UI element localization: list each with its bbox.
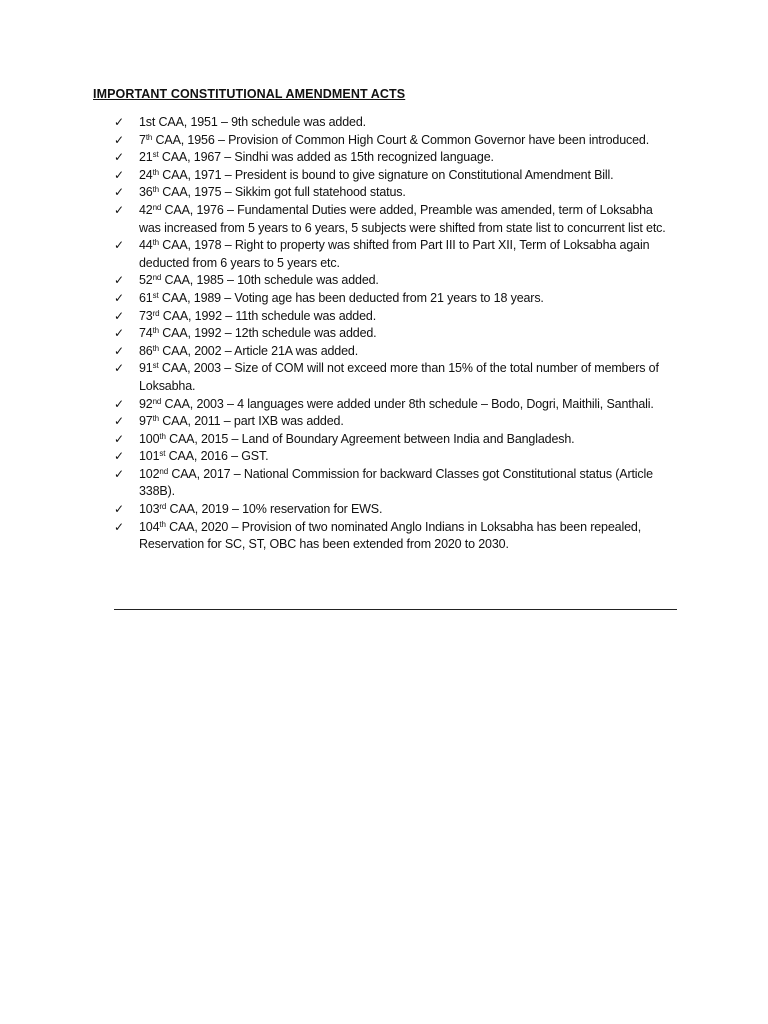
amendment-text [139, 344, 358, 358]
amendment-number: 91 [139, 361, 153, 376]
amendment-item [114, 360, 676, 395]
checkmark-icon: ✓ [114, 238, 124, 253]
document-title: IMPORTANT CONSTITUTIONAL AMENDMENT ACTS [93, 87, 406, 101]
amendment-text [139, 273, 379, 287]
amendment-description: CAA, 2020 – Provision of two nominated Anglo Indians in Loksabha has been repealed, Reservation for SC, ST, OBC has been extended from 2020 to 2030. [139, 519, 642, 552]
amendment-number: 101 [139, 449, 160, 464]
amendment-text [139, 432, 575, 446]
amendment-description: CAA, 1978 – Right to property was shifted from Part III to Part XII, Term of Loksabha again deducted from 6 years to 5 years etc. [139, 238, 650, 270]
ordinal-suffix: st [152, 290, 159, 300]
checkmark-icon: ✓ [114, 449, 124, 464]
ordinal-suffix: th [159, 519, 166, 529]
amendment-description: CAA, 1976 – Fundamental Duties were added, Preamble was amended, term of Loksabha was increased from 5 years to 6 years, 5 subjects were shifted from state list to concurrent list etc. [139, 202, 666, 235]
amendment-description: CAA, 1975 – Sikkim got full statehood status. [158, 185, 406, 200]
ordinal-suffix: rd [159, 502, 167, 512]
ordinal-suffix: nd [152, 396, 162, 406]
amendment-item [114, 237, 676, 272]
amendment-number: 1st [139, 115, 156, 129]
amendment-text [139, 238, 649, 270]
checkmark-icon: ✓ [114, 167, 124, 182]
checkmark-icon: ✓ [114, 185, 124, 200]
amendment-text [139, 326, 377, 340]
checkmark-icon: ✓ [114, 414, 124, 429]
ordinal-suffix: th [145, 132, 153, 142]
amendment-text [139, 449, 268, 463]
checkmark-icon: ✓ [114, 150, 124, 165]
amendment-number: 36 [139, 185, 153, 200]
amendment-number: 86 [139, 343, 153, 358]
amendment-description: CAA, 1992 – 12th schedule was added. [158, 326, 377, 341]
ordinal-suffix: st [152, 361, 159, 371]
amendment-description: CAA, 1956 – Provision of Common High Court & Common Governor have been introduced. [152, 132, 650, 147]
amendment-number: 42 [139, 202, 153, 217]
amendment-item [114, 343, 676, 361]
amendment-item [114, 290, 676, 308]
amendment-description: CAA, 2015 – Land of Boundary Agreement between India and Bangladesh. [165, 431, 575, 446]
amendment-item [114, 132, 676, 150]
amendment-number: 97 [139, 414, 153, 429]
amendment-text [139, 309, 376, 323]
ordinal-suffix: th [159, 431, 166, 441]
amendment-text [139, 520, 641, 552]
ordinal-suffix: th [152, 414, 159, 424]
amendment-number: 102 [139, 466, 160, 481]
checkmark-icon: ✓ [114, 431, 124, 446]
amendment-list [114, 114, 676, 554]
amendment-description: CAA, 1967 – Sindhi was added as 15th recognized language. [158, 150, 494, 165]
amendment-item [114, 413, 676, 431]
amendment-text [139, 502, 382, 516]
amendment-description: CAA, 2002 – Article 21A was added. [158, 343, 359, 358]
ordinal-suffix: nd [152, 202, 162, 212]
amendment-description: CAA, 1992 – 11th schedule was added. [159, 308, 377, 323]
amendment-description: CAA, 1951 – 9th schedule was added. [155, 115, 366, 129]
checkmark-icon: ✓ [114, 273, 124, 288]
amendment-text [139, 150, 494, 164]
amendment-description: CAA, 2003 – Size of COM will not exceed more than 15% of the total number of members of Loksabha. [139, 361, 659, 393]
amendment-number: 100 [139, 431, 160, 446]
amendment-item [114, 114, 676, 132]
checkmark-icon: ✓ [114, 202, 124, 217]
amendment-item [114, 501, 676, 519]
amendment-description: CAA, 2016 – GST. [165, 449, 269, 464]
ordinal-suffix: th [152, 326, 159, 336]
amendment-text [139, 414, 344, 428]
checkmark-icon: ✓ [114, 308, 124, 323]
amendment-text [139, 115, 366, 129]
amendment-description: CAA, 2019 – 10% reservation for EWS. [166, 502, 383, 517]
checkmark-icon: ✓ [114, 466, 124, 481]
amendment-description: CAA, 2017 – National Commission for backward Classes got Constitutional status (Article 338B). [139, 466, 653, 499]
amendment-number: 44 [139, 238, 153, 253]
checkmark-icon: ✓ [114, 361, 124, 376]
ordinal-suffix: th [152, 238, 159, 248]
amendment-description: CAA, 1985 – 10th schedule was added. [161, 273, 379, 288]
amendment-item [114, 184, 676, 202]
amendment-text [139, 397, 654, 411]
ordinal-suffix: th [152, 185, 159, 195]
amendment-item [114, 167, 676, 185]
amendment-item [114, 431, 676, 449]
ordinal-suffix: th [152, 343, 159, 353]
amendment-description: CAA, 2003 – 4 languages were added under 8th schedule – Bodo, Dogri, Maithili, Santhali. [161, 396, 654, 411]
amendment-item [114, 448, 676, 466]
checkmark-icon: ✓ [114, 343, 124, 358]
ordinal-suffix: st [159, 449, 166, 459]
ordinal-suffix: nd [159, 466, 169, 476]
amendment-text [139, 291, 544, 305]
amendment-item [114, 202, 676, 237]
amendment-number: 21 [139, 150, 153, 165]
checkmark-icon: ✓ [114, 502, 124, 517]
amendment-text [139, 467, 653, 499]
checkmark-icon: ✓ [114, 396, 124, 411]
ordinal-suffix: th [152, 167, 159, 177]
amendment-text [139, 185, 406, 199]
checkmark-icon: ✓ [114, 326, 124, 341]
amendment-number: 52 [139, 273, 153, 288]
amendment-description: CAA, 2011 – part IXB was added. [158, 414, 344, 429]
amendment-number: 104 [139, 519, 160, 534]
checkmark-icon: ✓ [114, 132, 124, 147]
amendment-number: 73 [139, 308, 153, 323]
ordinal-suffix: st [152, 150, 159, 160]
checkmark-icon: ✓ [114, 115, 124, 129]
amendment-number: 61 [139, 290, 153, 305]
amendment-item [114, 519, 676, 554]
checkmark-icon: ✓ [114, 290, 124, 305]
amendment-text [139, 203, 666, 235]
checkmark-icon: ✓ [114, 519, 124, 534]
amendment-text [139, 361, 659, 393]
amendment-number: 7 [139, 132, 146, 147]
amendment-description: CAA, 1989 – Voting age has been deducted from 21 years to 18 years. [158, 290, 544, 305]
amendment-item [114, 325, 676, 343]
ordinal-suffix: nd [152, 273, 162, 283]
amendment-number: 92 [139, 396, 153, 411]
amendment-item [114, 272, 676, 290]
end-rule [114, 609, 677, 610]
amendment-text [139, 168, 613, 182]
amendment-number: 103 [139, 502, 160, 517]
amendment-description: CAA, 1971 – President is bound to give signature on Constitutional Amendment Bill. [158, 167, 614, 182]
amendment-item [114, 396, 676, 414]
amendment-text [139, 133, 649, 147]
amendment-item [114, 149, 676, 167]
amendment-number: 24 [139, 167, 153, 182]
amendment-item [114, 466, 676, 501]
amendment-item [114, 308, 676, 326]
ordinal-suffix: rd [152, 308, 160, 318]
amendment-number: 74 [139, 326, 153, 341]
